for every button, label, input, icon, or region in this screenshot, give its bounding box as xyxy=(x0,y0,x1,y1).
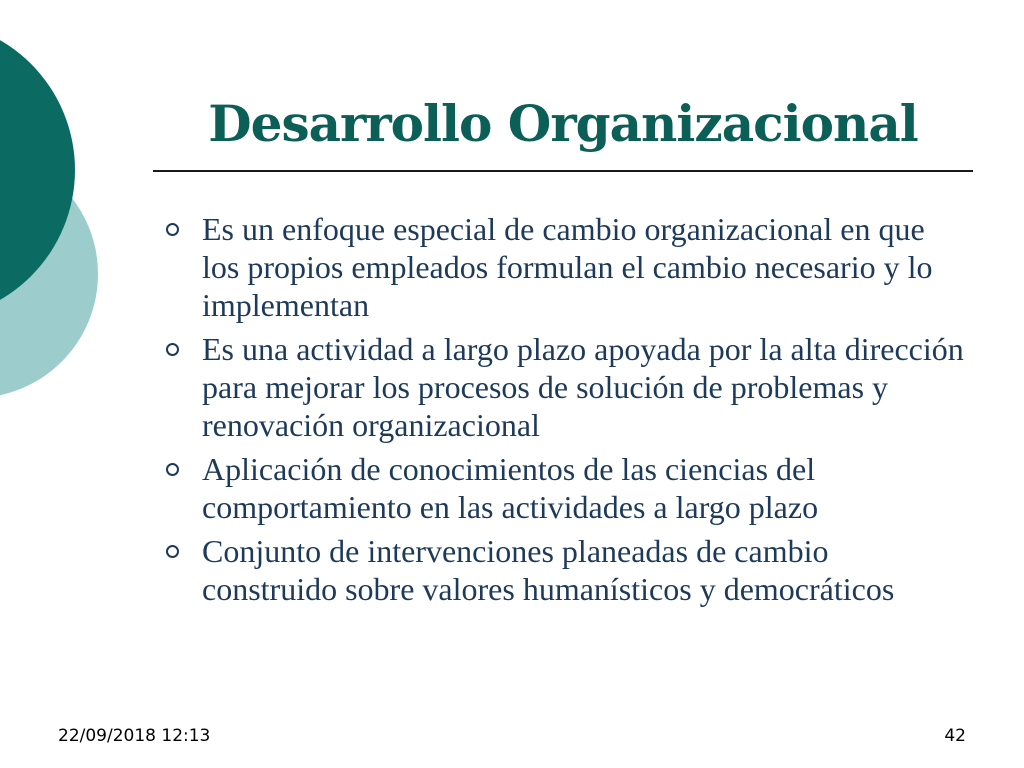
hollow-circle-icon xyxy=(166,463,179,476)
bullet-item xyxy=(164,450,964,526)
bullet-text: Aplicación de conocimientos de las ciencias del comportamiento en las actividades a largo plazo xyxy=(202,451,819,525)
slide-title: Desarrollo Organizacional xyxy=(208,94,918,153)
bullet-list xyxy=(164,210,964,614)
bullet-text: Es una actividad a largo plazo apoyada por la alta dirección para mejorar los procesos de solución de problemas y renovación organizacional xyxy=(202,331,964,443)
slide-number: 42 xyxy=(944,726,966,746)
bullet-text: Conjunto de intervenciones planeadas de cambio construido sobre valores humanísticos y democráticos xyxy=(202,533,895,607)
hollow-circle-icon xyxy=(166,223,179,236)
title-divider xyxy=(153,170,973,172)
footer-date: 22/09/2018 12:13 xyxy=(58,726,211,746)
bullet-item xyxy=(164,532,964,608)
hollow-circle-icon xyxy=(166,343,179,356)
hollow-circle-icon xyxy=(166,545,179,558)
bullet-text: Es un enfoque especial de cambio organizacional en que los propios empleados formulan el cambio necesario y lo implementan xyxy=(202,211,933,323)
bullet-item xyxy=(164,210,964,324)
bullet-item xyxy=(164,330,964,444)
